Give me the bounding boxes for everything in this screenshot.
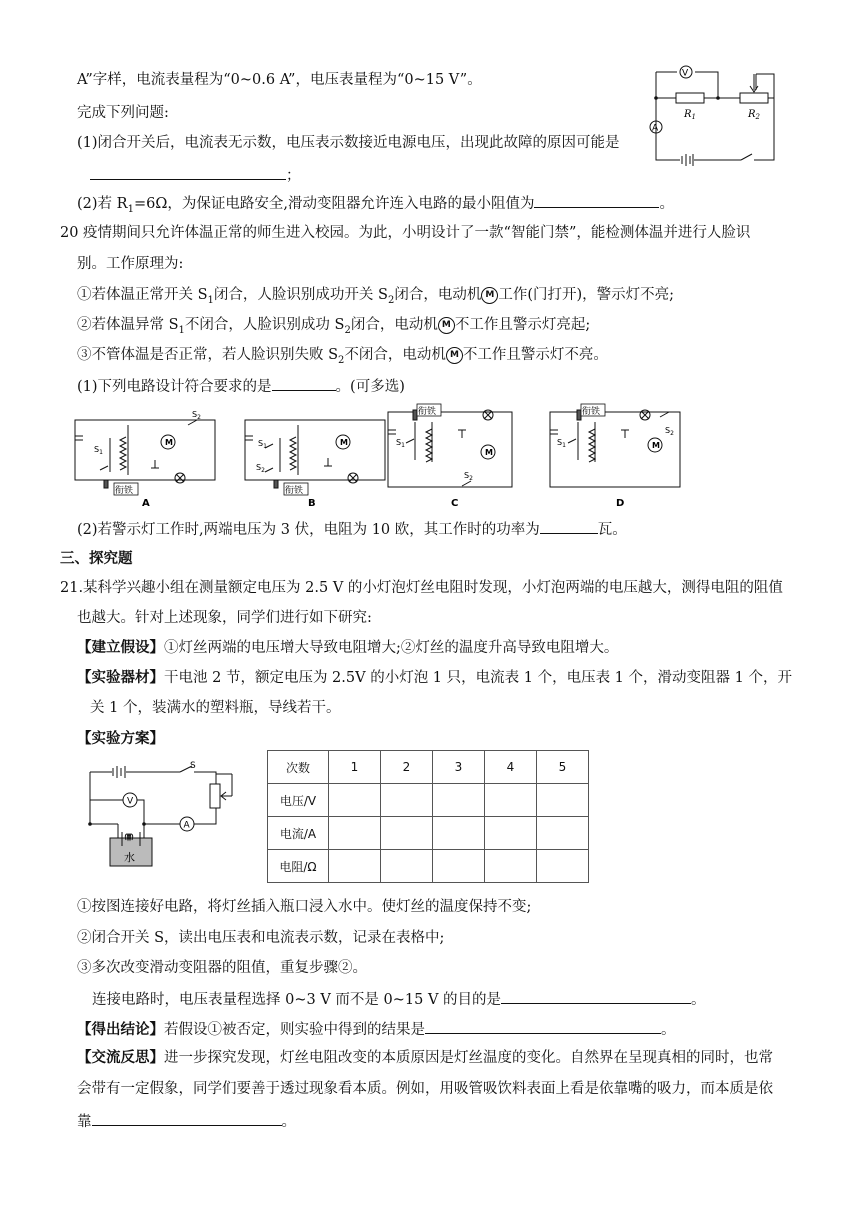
- table-cell[interactable]: [433, 784, 485, 817]
- svg-text:S1: $S_1$: [94, 445, 103, 456]
- step-1: ①按图连接好电路，将灯丝插入瓶口浸入水中。使灯丝的温度保持不变;: [77, 899, 532, 915]
- voltmeter-label: V: [127, 796, 134, 807]
- step-2: ②闭合开关 S，读出电压表和电流表示数，记录在表格中;: [77, 930, 445, 946]
- reflection: 【交流反思】进一步探究发现，灯丝电阻改变的本质原因是灯丝温度的变化。自然界在呈现真相的同时，也常: [77, 1050, 773, 1066]
- table-cell[interactable]: [433, 850, 485, 883]
- option-c-diagram: [388, 410, 512, 487]
- table-row: [268, 850, 589, 883]
- table-cell[interactable]: [329, 817, 381, 850]
- text-line: 完成下列问题:: [77, 105, 169, 121]
- answer-line: ；: [90, 164, 301, 186]
- table-header: 4: [485, 751, 537, 784]
- table-cell[interactable]: [329, 784, 381, 817]
- svg-text:S2: $S_2$: [665, 426, 674, 437]
- water-label: 水: [124, 851, 135, 864]
- svg-text:M: M: [340, 438, 348, 447]
- circuit-options: [70, 400, 710, 508]
- text-line: 别。工作原理为:: [77, 256, 184, 272]
- table-header: 3: [433, 751, 485, 784]
- option-a-diagram: [75, 420, 215, 488]
- r1-label: R: [684, 109, 692, 120]
- option-b-diagram: [245, 420, 385, 488]
- option-a-label: A: [142, 498, 150, 508]
- table-cell[interactable]: [537, 784, 589, 817]
- answer-blank[interactable]: [540, 518, 598, 534]
- armature-label: 衔铁: [115, 486, 134, 496]
- svg-text:S2: $S_2$: [256, 463, 265, 474]
- reflection-end: 靠 。: [77, 1110, 296, 1132]
- table-cell[interactable]: [485, 784, 537, 817]
- question-20-1: (1)下列电路设计符合要求的是 。(可多选): [77, 375, 405, 397]
- step-question: 连接电路时，电压表量程选择 0~3 V 而不是 0~15 V 的目的是 。: [92, 988, 706, 1010]
- svg-text:衔铁: 衔铁: [285, 486, 304, 496]
- materials: 【实验器材】干电池 2 节，额定电压为 2.5V 的小灯泡 1 只，电流表 1 个，电压表 1 个，滑动变阻器 1 个，开: [77, 670, 792, 686]
- table-cell[interactable]: [433, 817, 485, 850]
- section-heading: 三、探究题: [60, 551, 133, 567]
- svg-text:M: M: [485, 448, 493, 457]
- answer-blank[interactable]: [501, 988, 691, 1004]
- table-cell[interactable]: [381, 784, 433, 817]
- table-cell[interactable]: [537, 817, 589, 850]
- condition-3: ③不管体温是否正常，若人脸识别失败 $S_2$不闭合，电动机 M 不工作且警示灯不亮。: [77, 347, 608, 366]
- reflection-cont: 会带有一定假象，同学们要善于透过现象看本质。例如，用吸管吸饮料表面上看是依靠嘴的吸力，而本质是依: [77, 1081, 773, 1097]
- table-header: 2: [381, 751, 433, 784]
- ammeter-label: A: [652, 123, 659, 134]
- table-cell[interactable]: [485, 850, 537, 883]
- plan-heading: 【实验方案】: [77, 731, 164, 747]
- option-d-label: D: [616, 498, 625, 508]
- step-3: ③多次改变滑动变阻器的阻值，重复步骤②。: [77, 960, 367, 976]
- table-cell[interactable]: [485, 817, 537, 850]
- question-20: 20 疫情期间只允许体温正常的师生进入校园。为此，小明设计了一款“智能门禁”，能检测体温并进行人脸识: [60, 225, 751, 241]
- motor-icon: M: [438, 317, 455, 334]
- table-row: [268, 751, 589, 784]
- motor-icon: M: [446, 347, 463, 364]
- table-header: 电阻/Ω: [268, 850, 329, 883]
- svg-text:R2: $R_2$: [748, 109, 760, 121]
- motor-icon: M: [481, 287, 498, 304]
- hypothesis: 【建立假设】①灯丝两端的电压增大导致电阻增大;②灯丝的温度升高导致电阻增大。: [77, 640, 619, 656]
- condition-2: ②若体温异常 $S_1$不闭合，人脸识别成功 $S_2$闭合，电动机 M 不工作且警示灯亮起;: [77, 317, 591, 336]
- table-header: 次数: [268, 751, 329, 784]
- ammeter-label: A: [183, 820, 190, 831]
- text-line: 也越大。针对上述现象，同学们进行如下研究:: [77, 610, 372, 626]
- table-cell[interactable]: [537, 850, 589, 883]
- circuit-diagram-r1-r2: [646, 62, 782, 172]
- svg-text:衔铁: 衔铁: [582, 407, 601, 417]
- switch-label: S: [190, 761, 196, 771]
- svg-text:R1: $R_1$: [684, 109, 696, 121]
- question-21: 21.某科学兴趣小组在测量额定电压为 2.5 V 的小灯泡灯丝电阻时发现，小灯泡两端的电压越大，测得电阻的阻值: [60, 580, 783, 596]
- option-c-label: C: [451, 498, 459, 508]
- table-header: 5: [537, 751, 589, 784]
- table-cell[interactable]: [381, 817, 433, 850]
- table-row: [268, 784, 589, 817]
- option-d-diagram: [550, 410, 680, 487]
- answer-blank[interactable]: [92, 1110, 282, 1126]
- r2-label: R: [748, 109, 756, 120]
- option-b-label: B: [308, 498, 316, 508]
- svg-text:S1: $S_1$: [396, 438, 405, 449]
- conclusion: 【得出结论】若假设①被否定，则实验中得到的结果是 。: [77, 1018, 676, 1040]
- table-cell[interactable]: [329, 850, 381, 883]
- table-header: 1: [329, 751, 381, 784]
- svg-text:M: M: [652, 441, 660, 450]
- experiment-circuit: [82, 760, 242, 870]
- condition-1: ①若体温正常开关 $S_1$闭合，人脸识别成功开关 $S_2$闭合，电动机 M 工作(门打开)，警示灯不亮;: [77, 287, 675, 306]
- materials-cont: 关 1 个，装满水的塑料瓶，导线若干。: [90, 700, 341, 716]
- question-20-2: (2)若警示灯工作时,两端电压为 3 伏，电阻为 10 欧，其工作时的功率为 瓦。: [77, 518, 627, 540]
- table-header: 电压/V: [268, 784, 329, 817]
- voltmeter-label: V: [682, 68, 689, 79]
- svg-text:衔铁: 衔铁: [418, 407, 437, 417]
- data-table: [267, 750, 589, 883]
- answer-blank[interactable]: [272, 375, 336, 391]
- question-2: (2)若 $R_1=6\Omega$，为保证电路安全,滑动变阻器允许连入电路的最小阻值为 。: [77, 192, 674, 220]
- svg-text:S2: $S_2$: [464, 471, 473, 482]
- svg-text:M: M: [165, 438, 173, 447]
- svg-text:S1: $S_1$: [258, 439, 267, 450]
- svg-text:S2: $S_2$: [192, 410, 201, 421]
- text-line: A”字样，电流表量程为“0~0.6 A”，电压表量程为“0~15 V”。: [77, 72, 482, 88]
- answer-blank[interactable]: [90, 164, 286, 180]
- table-row: [268, 817, 589, 850]
- answer-blank[interactable]: [425, 1018, 661, 1034]
- svg-text:S1: $S_1$: [557, 438, 566, 449]
- answer-blank[interactable]: [534, 192, 659, 208]
- table-header: 电流/A: [268, 817, 329, 850]
- table-cell[interactable]: [381, 850, 433, 883]
- question-1: (1)闭合开关后，电流表无示数，电压表示数接近电源电压，出现此故障的原因可能是: [77, 135, 620, 151]
